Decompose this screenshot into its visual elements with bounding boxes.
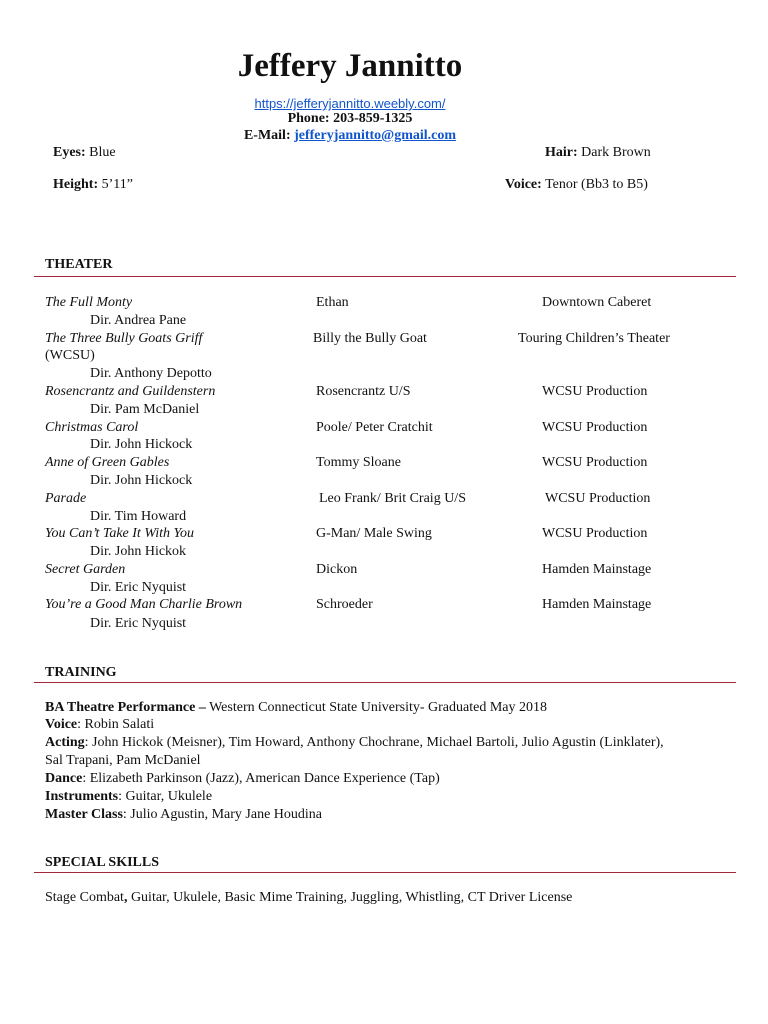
production-director: Dir. Anthony Depotto	[90, 366, 212, 381]
height-value: 5’11”	[101, 177, 133, 192]
hair-stat	[545, 145, 651, 161]
production-title: Rosencrantz and Guildenstern	[45, 384, 216, 399]
height-label: Height:	[53, 177, 99, 192]
skills-divider	[34, 872, 736, 873]
production-role: Tommy Sloane	[316, 455, 401, 470]
website-link[interactable]: https://jefferyjannitto.weebly.com/	[254, 96, 446, 111]
voice-label: Voice:	[505, 177, 542, 192]
degree-label: BA Theatre Performance –	[45, 700, 206, 715]
training-dance	[45, 771, 440, 787]
training-acting-label: Acting	[45, 735, 85, 750]
training-acting-value: : John Hickok (Meisner), Tim Howard, Anthony Chochrane, Michael Bartoli, Julio Agustin (Linklater),	[84, 735, 664, 750]
training-dance-label: Dance	[45, 771, 83, 786]
training-masterclass-label: Master Class	[45, 807, 123, 822]
skills-rest: Guitar, Ukulele, Basic Mime Training, Juggling, Whistling, CT Driver License	[127, 890, 573, 905]
production-venue: Touring Children’s Theater	[518, 331, 670, 346]
email-link[interactable]: jefferyjannitto@gmail.com	[294, 128, 457, 143]
training-voice-label: Voice	[45, 717, 78, 732]
skills-first: Stage Combat	[45, 890, 124, 905]
theater-divider	[34, 276, 736, 277]
production-director: Dir. Eric Nyquist	[90, 616, 187, 631]
training-instruments-label: Instruments	[45, 789, 119, 804]
production-venue: WCSU Production	[542, 526, 648, 541]
phone-label: Phone:	[287, 111, 330, 126]
production-title: The Full Monty	[45, 295, 133, 310]
phone-number: 203-859-1325	[333, 111, 413, 126]
production-role: Rosencrantz U/S	[316, 384, 411, 399]
training-instruments-value: : Guitar, Ukulele	[118, 789, 213, 804]
production-title-note: (WCSU)	[45, 348, 95, 363]
production-venue: WCSU Production	[542, 455, 648, 470]
production-title: Parade	[45, 491, 87, 506]
phone-line	[0, 111, 700, 127]
production-title: Secret Garden	[45, 562, 126, 577]
production-director: Dir. Pam McDaniel	[90, 402, 200, 417]
production-role: Poole/ Peter Cratchit	[316, 420, 433, 435]
production-role: Schroeder	[316, 597, 373, 612]
production-role: Billy the Bully Goat	[313, 331, 427, 346]
production-role: G-Man/ Male Swing	[316, 526, 432, 541]
email-line	[0, 128, 700, 144]
email-label: E-Mail:	[243, 128, 291, 143]
training-heading: TRAINING	[45, 665, 117, 680]
production-venue: WCSU Production	[542, 420, 648, 435]
production-title: You’re a Good Man Charlie Brown	[45, 597, 243, 612]
production-title: You Can’t Take It With You	[45, 526, 194, 541]
voice-stat	[505, 177, 648, 193]
skills-comma: ,	[123, 890, 128, 905]
eyes-value: Blue	[89, 145, 116, 160]
training-masterclass	[45, 807, 322, 823]
training-degree	[45, 700, 547, 716]
skills-list	[45, 890, 572, 906]
training-dance-value: : Elizabeth Parkinson (Jazz), American Dance Experience (Tap)	[82, 771, 440, 786]
production-role: Ethan	[316, 295, 349, 310]
production-venue: Hamden Mainstage	[542, 597, 652, 612]
hair-value: Dark Brown	[581, 145, 651, 160]
production-venue: Downtown Caberet	[542, 295, 652, 310]
voice-value: Tenor (Bb3 to B5)	[545, 177, 648, 192]
production-title: Anne of Green Gables	[45, 455, 170, 470]
production-venue: WCSU Production	[542, 384, 648, 399]
production-role: Dickon	[316, 562, 358, 577]
training-divider	[34, 682, 736, 683]
eyes-label: Eyes:	[53, 145, 86, 160]
training-acting-continued: Sal Trapani, Pam McDaniel	[45, 753, 201, 768]
production-director: Dir. John Hickok	[90, 544, 187, 559]
production-director: Dir. John Hickock	[90, 473, 193, 488]
production-director: Dir. John Hickock	[90, 437, 193, 452]
production-director: Dir. Tim Howard	[90, 509, 187, 524]
training-instruments	[45, 789, 212, 805]
resume-name: Jeffery Jannitto	[237, 48, 463, 84]
production-role: Leo Frank/ Brit Craig U/S	[319, 491, 466, 506]
height-stat	[53, 177, 133, 193]
production-venue: WCSU Production	[545, 491, 651, 506]
eyes-stat	[53, 145, 116, 161]
hair-label: Hair:	[545, 145, 578, 160]
degree-value: Western Connecticut State University- Graduated May 2018	[209, 700, 547, 715]
training-voice	[45, 717, 154, 733]
training-voice-value: : Robin Salati	[77, 717, 155, 732]
production-venue: Hamden Mainstage	[542, 562, 652, 577]
production-title: The Three Bully Goats Griff	[45, 331, 203, 346]
training-acting	[45, 735, 664, 751]
production-director: Dir. Andrea Pane	[90, 313, 187, 328]
theater-heading: THEATER	[45, 257, 113, 272]
production-director: Dir. Eric Nyquist	[90, 580, 187, 595]
skills-heading: SPECIAL SKILLS	[45, 855, 159, 870]
production-title: Christmas Carol	[45, 420, 139, 435]
training-masterclass-value: : Julio Agustin, Mary Jane Houdina	[122, 807, 323, 822]
